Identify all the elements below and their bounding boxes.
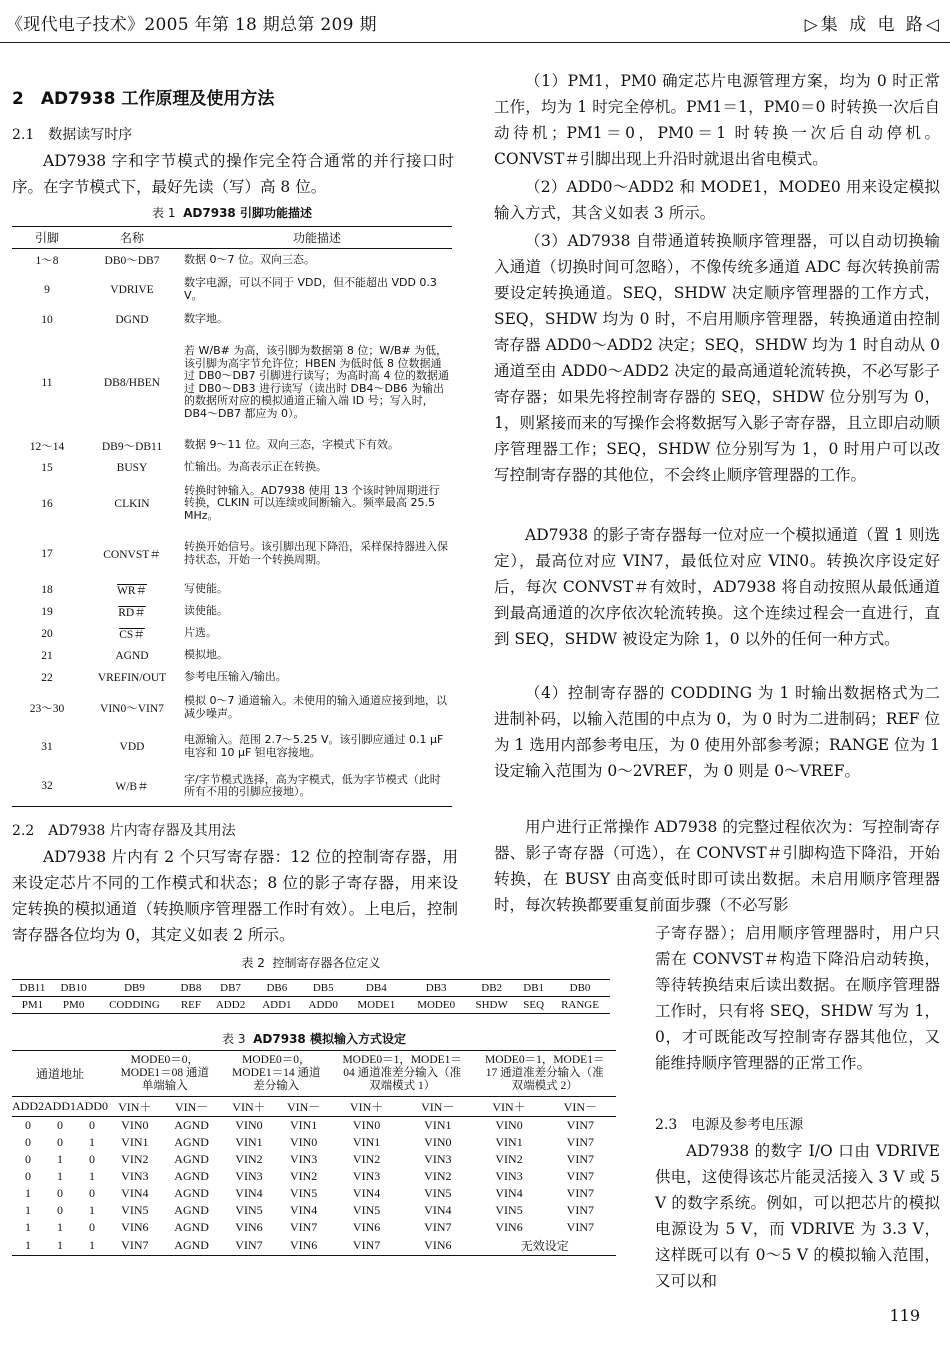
table-row: [12, 249, 452, 271]
table-row: [12, 1051, 616, 1097]
bit-name-cell: SEQ: [517, 997, 550, 1014]
bit-cell: DB0: [550, 980, 610, 997]
table1-caption-text: AD7938 引脚功能描述: [183, 206, 312, 220]
table-row: [12, 997, 610, 1014]
address-header: 通道地址: [12, 1051, 108, 1097]
desc-cell: 若 W/B# 为高，该引脚为数据第 8 位；W/B# 为低，该引脚为高字节允许位；HBEN 为低时低 8 位数据通过 DB0～DB7 引脚进行读写；为高时高 4 位的数据通过 DB0～DB3 进行读写（读出时 DB4～DB6 为输出的数据所对应的模拟通道正输入端 ID 号；写入时，DB4～DB7 都应为 0）。: [184, 344, 450, 420]
table-cell: VIN1: [121, 1135, 149, 1149]
table-row: [12, 1185, 616, 1202]
table-cell: VIN0: [121, 1118, 149, 1132]
pin-cell: 19: [41, 605, 53, 618]
table1-header: 名称: [82, 227, 182, 249]
table-cell: 1: [25, 1203, 31, 1217]
table1-caption: [12, 204, 452, 221]
table-cell: VIN1: [424, 1118, 452, 1132]
table-row: [12, 579, 452, 601]
table-cell: 0: [25, 1118, 31, 1132]
pin-cell: 9: [44, 283, 50, 296]
table-cell: 1: [57, 1169, 63, 1183]
table-row: [12, 767, 452, 807]
desc-cell: 数据 0～7 位。双向三态。: [184, 252, 315, 266]
name-cell: W/B＃: [82, 767, 182, 807]
name-cell: VREFIN/OUT: [97, 671, 167, 684]
table-cell: VIN7: [566, 1220, 594, 1234]
bit-name-cell: RANGE: [550, 997, 610, 1014]
pin-cell: 22: [41, 671, 53, 684]
pin-cell: 18: [41, 583, 53, 596]
table-cell: VIN7: [566, 1118, 594, 1132]
table-row: [12, 980, 610, 997]
table1-header: 功能描述: [182, 227, 452, 249]
mode-header: MODE0＝1，MODE1＝04 通道准差分输入（准双端模式 1）: [331, 1051, 473, 1097]
table-cell: VIN7: [566, 1152, 594, 1166]
table-cell: VIN6: [495, 1220, 523, 1234]
name-cell: DGND: [115, 313, 149, 326]
table-cell: 0: [89, 1152, 95, 1166]
table-row: [12, 1236, 616, 1256]
table-cell: VIN0: [235, 1118, 263, 1132]
table-cell: VIN0: [495, 1118, 523, 1132]
table-cell: 0: [25, 1135, 31, 1149]
right-paragraph-2: （2）ADD0～ADD2 和 MODE1，MODE0 用来设定模拟输入方式，其含义如表 3 所示。: [494, 178, 940, 222]
bit-cell: DB4: [346, 980, 406, 997]
table-row: [12, 457, 452, 479]
table-cell: VIN7: [566, 1169, 594, 1183]
table-cell: 0: [57, 1118, 63, 1132]
bit-cell: DB9: [94, 980, 174, 997]
table-row: [12, 623, 452, 645]
table-cell: VIN2: [424, 1169, 452, 1183]
table-cell: VIN0: [424, 1135, 452, 1149]
section-2-2-paragraph: AD7938 片内有 2 个只写寄存器：12 位的控制寄存器，用来设定芯片不同的工作模式和状态；8 位的影子寄存器，用来设定转换的模拟通道（转换顺序管理器工作时有效）。上电后，控制寄存器各位均为 0，其定义如表 2 所示。: [12, 848, 458, 944]
bit-name-cell: SHDW: [466, 997, 517, 1014]
name-cell: CONVST＃: [103, 548, 161, 561]
bit-cell: DB1: [517, 980, 550, 997]
table-row: [12, 1202, 616, 1219]
section-2-1-paragraph: AD7938 字和字节模式的操作完全符合通常的并行接口时序。在字节模式下，最好先读（写）高 8 位。: [12, 152, 454, 196]
table-cell: VIN4: [121, 1186, 149, 1200]
bit-cell: DB3: [406, 980, 466, 997]
name-cell: VDRIVE: [110, 283, 154, 296]
bit-cell: DB8: [175, 980, 208, 997]
right-paragraph-5: （4）控制寄存器的 CODDING 为 1 时输出数据格式为二进制补码，以输入范围的中点为 0，为 0 时为二进制码；REF 位为 1 选用内部参考电压，为 0 使用外部参考源；RANGE 位为 1 设定输入范围为 0～2VREF，为 0 则是 0～VREF。: [494, 684, 940, 780]
sub-header: VIN－: [402, 1097, 473, 1117]
table-cell: VIN1: [352, 1135, 381, 1149]
table-cell: 0: [57, 1186, 63, 1200]
table-cell: VIN3: [235, 1169, 263, 1183]
bit-name-cell: PM0: [53, 997, 95, 1014]
table-cell: VIN7: [566, 1135, 594, 1149]
table-cell: VIN6: [352, 1220, 381, 1234]
bit-cell: DB7: [207, 980, 253, 997]
desc-cell: 参考电压输入/输出。: [184, 670, 287, 684]
table-cell: VIN4: [289, 1203, 318, 1217]
table-row: [12, 1168, 616, 1185]
table-cell: 0: [57, 1203, 63, 1217]
table-cell: AGND: [174, 1186, 209, 1200]
pin-cell: 11: [41, 376, 53, 389]
table-cell: VIN6: [235, 1220, 263, 1234]
table-cell: VIN3: [352, 1169, 381, 1183]
pin-cell: 16: [41, 497, 53, 510]
table-cell: 1: [57, 1152, 63, 1166]
table-cell: 0: [25, 1152, 31, 1166]
table-cell: VIN3: [121, 1169, 149, 1183]
table-cell: 1: [89, 1169, 95, 1183]
bit-cell: DB2: [466, 980, 517, 997]
bit-name-cell: MODE0: [406, 997, 466, 1014]
right-paragraph-3: （3）AD7938 自带通道转换顺序管理器，可以自动切换输入通道（切换时间可忽略），不像传统多通道 ADC 每次转换前需要设定转换通道。SEQ，SHDW 决定顺序管理器的工作方式，SEQ，SHDW 均为 0 时，不启用顺序管理器，转换通道由控制寄存器 ADD0～ADD2 决定；SEQ，SHDW 均为 1 时自动从 0 通道至由 ADD0～ADD2 决定的最高通道轮流转换，不必写影子寄存器；如果先将控制寄存器的 SEQ，SHDW 位分别写为 0，1，则紧接而来的写操作会将数据写入影子寄存器，且立即启动顺序管理器工作；SEQ，SHDW 位分别写为 1，0 时用户可以改写控制寄存器的其他位，不会终止顺序管理器的工作。: [494, 232, 940, 484]
table-cell: VIN4: [352, 1186, 381, 1200]
table-cell: VIN5: [424, 1186, 452, 1200]
table-cell: AGND: [162, 1236, 222, 1256]
desc-cell: 片选。: [184, 626, 217, 640]
sub-header: VIN＋: [331, 1097, 402, 1117]
sub-header: ADD2: [12, 1097, 44, 1117]
table-row: [12, 1219, 616, 1236]
sub-header: VIN－: [162, 1097, 222, 1117]
section-2-1-title: 2.1 数据读写时序: [12, 127, 133, 143]
table-cell: VIN3: [424, 1152, 452, 1166]
table-cell: VIN5: [289, 1186, 318, 1200]
table3-caption-text: AD7938 模拟输入方式设定: [253, 1032, 406, 1046]
table-cell: VIN2: [495, 1152, 523, 1166]
pin-cell: 10: [41, 313, 53, 326]
desc-cell: 数字地。: [184, 312, 228, 326]
table-cell: VIN1: [235, 1135, 263, 1149]
right-paragraph-4: AD7938 的影子寄存器每一位对应一个模拟通道（置 1 则选定），最高位对应 VIN7，最低位对应 VIN0。转换次序设定好后，每次 CONVST＃有效时，AD7938 将自动按照从最低通道到最高通道的次序依次轮流转换。这个连续过程会一直进行，直到 SEQ，SHDW 被设定为除 1，0 以外的任何一种方式。: [494, 526, 940, 648]
sub-header: ADD1: [44, 1097, 76, 1117]
header-rule: [0, 42, 950, 43]
desc-cell: 数据 9～11 位。双向三态，字模式下有效。: [184, 438, 399, 452]
right-paragraph-7: AD7938 的数字 I/O 口由 VDRIVE 供电，这使得该芯片能灵活接入 3 V 或 5 V 的数字系统。例如，可以把芯片的模拟电源设为 5 V，而 VDRIVE 为 3.3 V，这样既可以有 0～5 V 的模拟输入范围，又可以和: [655, 1142, 940, 1290]
table-cell: 1: [76, 1236, 108, 1256]
table-cell: 0: [89, 1220, 95, 1234]
table-row: [12, 689, 452, 727]
table-cell: VIN2: [289, 1169, 318, 1183]
analog-input-table: [12, 1050, 616, 1256]
table-cell: 1: [57, 1220, 63, 1234]
table3-caption-prefix: 表 3: [222, 1032, 246, 1046]
table-row: [12, 309, 452, 331]
bit-name-cell: ADD0: [300, 997, 346, 1014]
bit-cell: DB5: [300, 980, 346, 997]
table-cell: 1: [89, 1135, 95, 1149]
desc-cell: 转换时钟输入。AD7938 使用 13 个该时钟周期进行转换，CLKIN 可以连续或间断输入。频率最高 25.5 MHz。: [184, 483, 440, 522]
bit-cell: DB6: [254, 980, 300, 997]
name-cell: CS＃: [119, 628, 145, 641]
table1-header: 引脚: [12, 227, 82, 249]
table-cell: AGND: [174, 1135, 209, 1149]
table-cell: VIN2: [235, 1152, 263, 1166]
bit-name-cell: ADD2: [207, 997, 253, 1014]
bit-name-cell: PM1: [12, 997, 53, 1014]
control-register-table: [12, 979, 610, 1014]
pin-cell: 17: [41, 547, 53, 560]
table-cell: VIN3: [289, 1152, 318, 1166]
bit-name-cell: ADD1: [254, 997, 300, 1014]
table-row: [12, 1117, 616, 1135]
mode-header: MODE0＝0，MODE1＝08 通道单端输入: [108, 1051, 222, 1097]
page-number: 119: [889, 1306, 920, 1325]
name-cell: AGND: [115, 649, 149, 662]
table-cell: VIN7: [289, 1220, 318, 1234]
table1-caption-prefix: 表 1: [152, 206, 176, 220]
table-cell: VIN1: [495, 1135, 523, 1149]
right-paragraph-6: 用户进行正常操作 AD7938 的完整过程依次为：写控制寄存器、影子寄存器（可选），在 CONVST＃引脚构造下降沿，开始转换，在 BUSY 由高变低时即可读出数据。未启用顺序管理器时，每次转换都要重复前面步骤（不必写影: [494, 818, 940, 914]
table-cell: AGND: [174, 1152, 209, 1166]
name-cell: CLKIN: [114, 497, 150, 510]
table-cell: 1: [25, 1186, 31, 1200]
sub-header: VIN＋: [473, 1097, 544, 1117]
bit-name-cell: CODDING: [94, 997, 174, 1014]
table-cell: 0: [25, 1169, 31, 1183]
table-cell: VIN2: [352, 1152, 381, 1166]
invalid-setting-cell: 无效设定: [473, 1236, 616, 1256]
table2-caption: [12, 954, 610, 971]
desc-cell: 模拟 0～7 通道输入。未使用的输入通道应接到地，以减少噪声。: [184, 694, 447, 720]
table-cell: VIN1: [289, 1118, 318, 1132]
pin-cell: 15: [41, 461, 53, 474]
table-row: [12, 1134, 616, 1151]
table-row: [12, 331, 452, 435]
table-cell: 0: [89, 1186, 95, 1200]
desc-cell: 写使能。: [184, 582, 228, 596]
table-cell: VIN7: [424, 1220, 452, 1234]
table-cell: AGND: [174, 1203, 209, 1217]
table-cell: VIN7: [566, 1203, 594, 1217]
table-cell: VIN7: [331, 1236, 402, 1256]
table-cell: VIN6: [276, 1236, 331, 1256]
table-row: [12, 667, 452, 689]
bit-cell: DB10: [53, 980, 95, 997]
table-row: [12, 1097, 616, 1117]
bit-name-cell: REF: [175, 997, 208, 1014]
table-row: [12, 435, 452, 457]
table2-caption-prefix: 表 2: [241, 956, 265, 970]
table-cell: VIN0: [289, 1135, 318, 1149]
table-cell: VIN5: [495, 1203, 523, 1217]
mode-header: MODE0＝1，MODE1＝17 通道准差分输入（准双端模式 2）: [473, 1051, 616, 1097]
table-cell: VIN2: [121, 1152, 149, 1166]
right-paragraph-1: （1）PM1，PM0 确定芯片电源管理方案，均为 0 时正常工作，均为 1 时完全停机。PM1＝1，PM0＝0 时转换一次后自动待机；PM1＝0，PM0＝1 时转换一次后自动停机。CONVST＃引脚出现上升沿时就退出省电模式。: [494, 72, 940, 168]
sub-header: VIN－: [545, 1097, 616, 1117]
name-cell: DB0～DB7: [104, 254, 160, 267]
table-row: [12, 1151, 616, 1168]
table-cell: VIN6: [121, 1220, 149, 1234]
table-cell: 1: [89, 1203, 95, 1217]
bit-name-cell: MODE1: [346, 997, 406, 1014]
table-cell: VIN7: [222, 1236, 277, 1256]
sub-header: VIN＋: [108, 1097, 162, 1117]
mode-header: MODE0＝0，MODE1＝14 通道差分输入: [222, 1051, 331, 1097]
desc-cell: 数字电源，可以不同于 VDD，但不能超出 VDD 0.3 V。: [184, 276, 437, 302]
table-row: [12, 479, 452, 529]
desc-cell: 转换开始信号。该引脚出现下降沿，采样保持器进入保持状态，开始一个转换周期。: [184, 540, 448, 566]
table-cell: VIN7: [108, 1236, 162, 1256]
table-cell: VIN4: [235, 1186, 263, 1200]
sub-header: VIN－: [276, 1097, 331, 1117]
right-paragraph-6-continued: 子寄存器）；启用顺序管理器时，用户只需在 CONVST＃构造下降沿启动转换，等待转换结束后读出数据。在顺序管理器工作时，只有将 SEQ，SHDW 写为 1，0，才可既能改写控制寄存器其他位，又能维持顺序管理器的正常工作。: [655, 924, 940, 1072]
sub-header: VIN＋: [222, 1097, 277, 1117]
pin-cell: 12～14: [29, 440, 65, 453]
table-row: [12, 645, 452, 667]
running-header: 《现代电子技术》2005 年第 18 期总第 209 期: [6, 15, 377, 35]
pin-cell: 1～8: [35, 254, 59, 267]
table-cell: VIN5: [352, 1203, 381, 1217]
name-cell: DB8/HBEN: [103, 376, 161, 389]
pin-cell: 32: [12, 767, 82, 807]
name-cell: DB9～DB11: [101, 440, 163, 453]
table-cell: 0: [57, 1135, 63, 1149]
section-2-3-title: 2.3 电源及参考电压源: [655, 1117, 804, 1133]
table-cell: VIN5: [121, 1203, 149, 1217]
section-header: ▷集 成 电 路◁: [804, 15, 942, 35]
table-cell: VIN4: [495, 1186, 523, 1200]
table-cell: 1: [44, 1236, 76, 1256]
table2-caption-text: 控制寄存器各位定义: [272, 956, 381, 970]
table-cell: VIN3: [495, 1169, 523, 1183]
pin-cell: 23～30: [29, 702, 65, 715]
name-cell: VDD: [119, 740, 145, 753]
section-2-title: 2 AD7938 工作原理及使用方法: [12, 89, 275, 109]
sub-header: ADD0: [76, 1097, 108, 1117]
table-row: [12, 601, 452, 623]
table-cell: AGND: [174, 1118, 209, 1132]
desc-cell: 字/字节模式选择，高为字模式，低为字节模式（此时所有不用的引脚应接地）。: [182, 767, 452, 807]
table-row: [12, 727, 452, 767]
table-cell: VIN6: [402, 1236, 473, 1256]
name-cell: BUSY: [116, 461, 148, 474]
table-cell: AGND: [174, 1169, 209, 1183]
table-cell: AGND: [174, 1220, 209, 1234]
table-cell: 1: [25, 1220, 31, 1234]
desc-cell: 模拟地。: [184, 648, 228, 662]
table-cell: 0: [89, 1118, 95, 1132]
table-cell: VIN7: [566, 1186, 594, 1200]
pin-function-table: [12, 226, 452, 807]
pin-cell: 20: [41, 627, 53, 640]
name-cell: VIN0～VIN7: [100, 702, 164, 715]
section-2-2-title: 2.2 AD7938 片内寄存器及其用法: [12, 823, 236, 839]
table-cell: VIN0: [352, 1118, 381, 1132]
bit-cell: DB11: [12, 980, 53, 997]
name-cell: RD＃: [118, 606, 146, 619]
desc-cell: 电源输入。范围 2.7～5.25 V。该引脚应通过 0.1 μF 电容和 10 μF 钽电容接地。: [184, 733, 444, 759]
table3-caption: [12, 1030, 616, 1047]
desc-cell: 忙输出。为高表示正在转换。: [184, 460, 327, 474]
table-row: [12, 271, 452, 309]
name-cell: WR＃: [116, 584, 148, 597]
table-cell: VIN4: [424, 1203, 452, 1217]
table-cell: 1: [12, 1236, 44, 1256]
pin-cell: 21: [41, 649, 53, 662]
pin-cell: 31: [41, 740, 53, 753]
table-row: [12, 529, 452, 579]
desc-cell: 读使能。: [184, 604, 228, 618]
table-cell: VIN5: [235, 1203, 263, 1217]
